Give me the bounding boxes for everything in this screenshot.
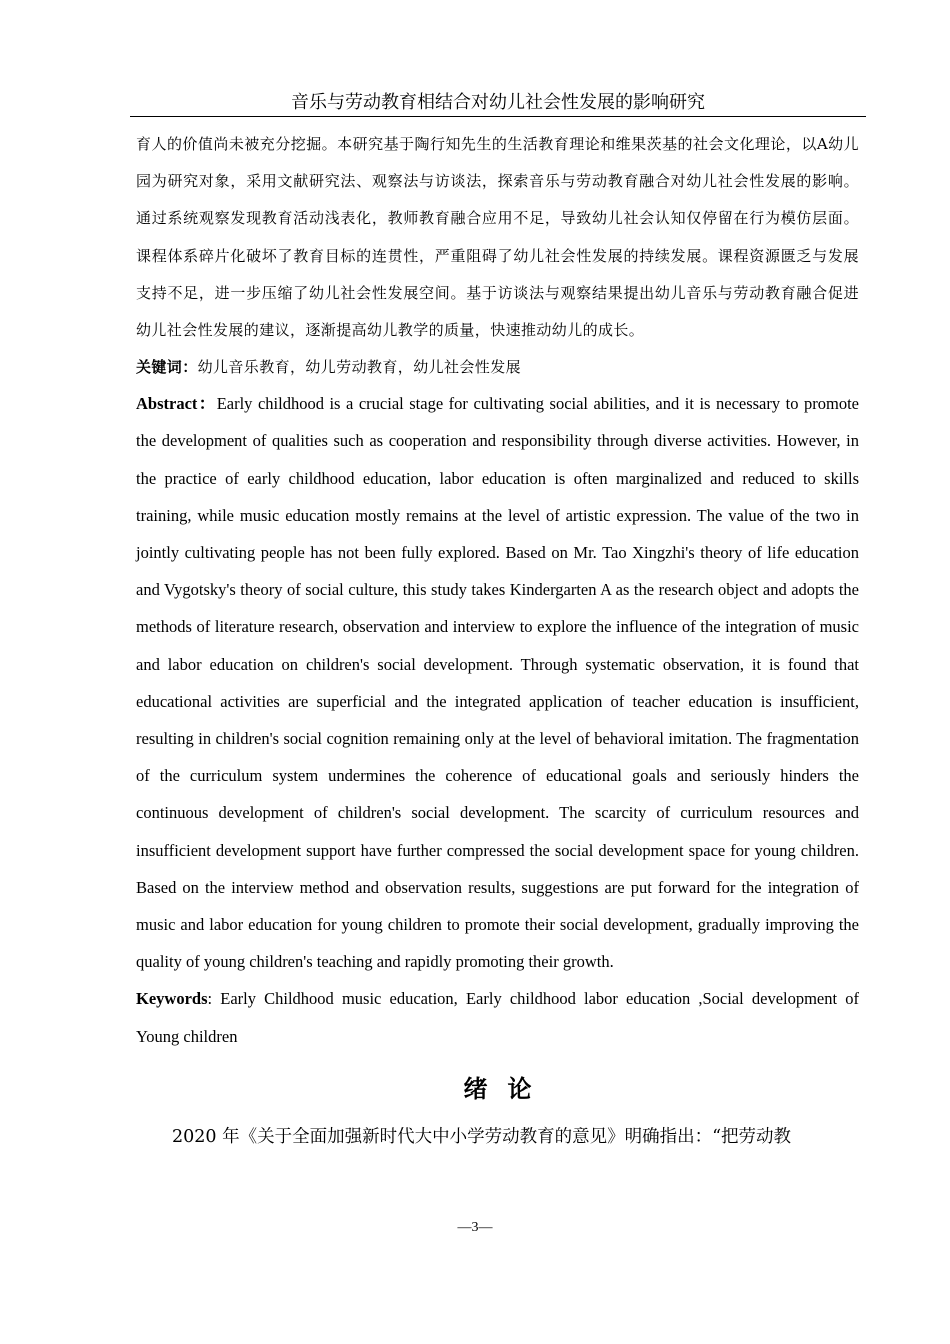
english-abstract-label: Abstract	[136, 394, 198, 414]
page-content	[136, 126, 859, 1155]
english-abstract	[136, 385, 859, 980]
introduction-heading: 绪论	[463, 1074, 552, 1103]
chinese-keywords	[136, 349, 859, 385]
english-keywords-sep: :	[207, 989, 221, 1009]
chinese-keywords-text: 幼儿音乐教育，幼儿劳动教育，幼儿社会性发展	[197, 358, 522, 377]
english-keywords-text: Early Childhood music education, Early childhood labor education ,Social development of Young children	[136, 989, 859, 1046]
english-abstract-label-sep: ：	[197, 394, 217, 414]
page-number: —3—	[457, 1220, 493, 1235]
chinese-abstract-text: 育人的价值尚未被充分挖掘。本研究基于陶行知先生的生活教育理论和维果茨基的社会文化理论，以A幼儿园为研究对象，采用文献研究法、观察法与访谈法，探索音乐与劳动教育融合对幼儿社会性发展的影响。通过系统观察发现教育活动浅表化，教师教育融合应用不足，导致幼儿社会认知仅停留在行为模仿层面。课程体系碎片化破坏了教育目标的连贯性，严重阻碍了幼儿社会性发展的持续发展。课程资源匮乏与发展支持不足，进一步压缩了幼儿社会性发展空间。基于访谈法与观察结果提出幼儿音乐与劳动教育融合促进幼儿社会性发展的建议，逐渐提高幼儿教学的质量，快速推动幼儿的成长。	[136, 135, 859, 340]
header-title: 音乐与劳动教育相结合对幼儿社会性发展的影响研究	[291, 92, 705, 112]
chinese-keywords-label: 关键词：	[136, 358, 198, 377]
introduction-first-line: 2020 年《关于全面加强新时代大中小学劳动教育的意见》明确指出：“把劳动教	[172, 1126, 792, 1147]
english-abstract-text: Early childhood is a crucial stage for cultivating social abilities, and it is necessary to promote the development of qualities such as cooperation and responsibility through diverse activities. However, in the practice of early childhood education, labor education is often marginalized and reduced to skills training, while music education mostly remains at the level of artistic expression. The value of the two in jointly cultivating people has not been fully explored. Based on Mr. Tao Xingzhi's theory of life education and Vygotsky's theory of social culture, this study takes Kindergarten A as the research object and adopts the methods of literature research, observation and interview to explore the influence of the integration of music and labor education on children's social development. Through systematic observation, it is found that educational activities are superficial and the integrated application of teacher education is insufficient, resulting in children's social cognition remaining only at the level of behavioral imitation. The fragmentation of the curriculum system undermines the coherence of educational goals and seriously hinders the continuous development of children's social development. The scarcity of curriculum resources and insufficient development support have further compressed the social development space for young children. Based on the interview method and observation results, suggestions are put forward for the integration of music and labor education for young children to promote their social development, gradually improving the quality of young children's teaching and rapidly promoting their growth.	[136, 394, 859, 972]
english-keywords-label: Keywords	[136, 989, 208, 1009]
english-keywords	[136, 980, 859, 1054]
running-header	[130, 88, 866, 117]
